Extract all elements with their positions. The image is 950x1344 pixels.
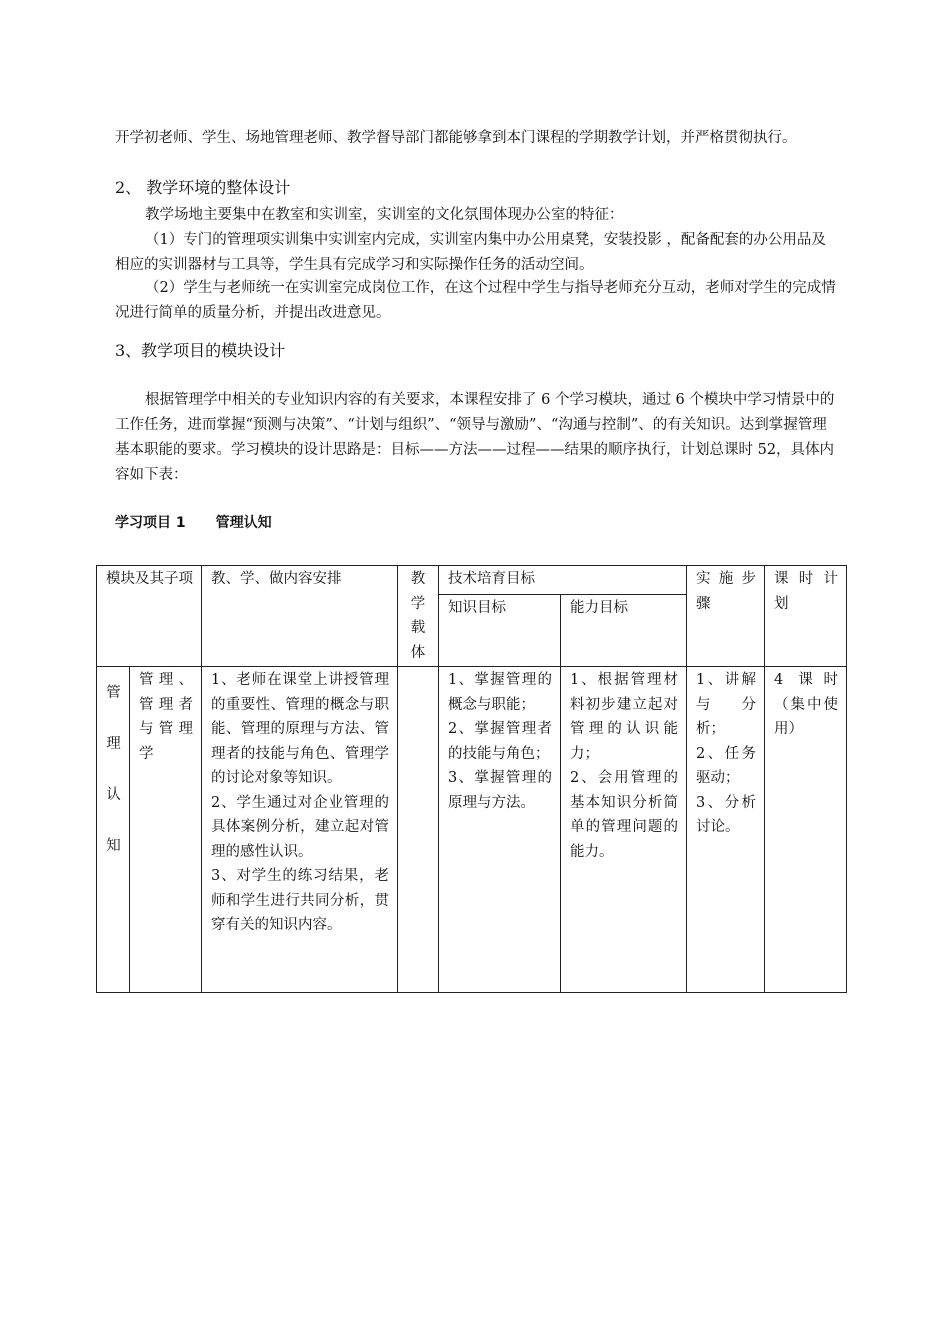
continuation-paragraph: 开学初老师、学生、场地管理老师、教学督导部门都能够拿到本门课程的学期教学计划，并严格贯彻执行。 [115, 130, 797, 146]
project-label: 学习项目 1 [115, 515, 186, 531]
module-name-cell: 管 理 认 知 [97, 667, 130, 993]
module-table [96, 565, 847, 993]
header-objectives: 技术培育目标 [439, 566, 687, 595]
project-name: 管理认知 [215, 515, 272, 531]
section3-body: 根据管理学中相关的专业知识内容的有关要求，本课程安排了 6 个学习模块，通过 6 个模块中学习情景中的工作任务，进而掌握“预测与决策”、“计划与组织”、“领导与激励”、“沟通与控制”、的有关知识。达到掌握管理基本职能的要求。学习模块的设计思路是：目标——方法——过程——结果的顺序执行，计划总课时 52，具体内容如下表： [115, 392, 835, 483]
section3-heading: 3、教学项目的模块设计 [115, 341, 286, 360]
section2-item1: （1）专门的管理项实训集中实训室内完成，实训室内集中办公用桌凳，安装投影 ，配备配套的办公用品及相应的实训器材与工具等，学生具有完成学习和实际操作任务的活动空间。 [115, 232, 826, 273]
header-ability: 能力目标 [561, 594, 687, 666]
header-carrier: 教 学 载 体 [398, 566, 439, 667]
header-module: 模块及其子项 [97, 566, 202, 667]
steps-cell: 1、讲解与 分析； 2、任务驱动； 3、分析讨论。 [687, 667, 765, 993]
section2-intro: 教学场地主要集中在教室和实训室，实训室的文化氛围体现办公室的特征： [145, 207, 624, 223]
section2-heading: 2、 教学环境的整体设计 [115, 178, 291, 197]
section2-item2: （2）学生与老师统一在实训室完成岗位工作，在这个过程中学生与指导老师充分互动，老师对学生的完成情况进行简单的质量分析，并提出改进意见。 [115, 280, 836, 321]
project-title [115, 512, 272, 532]
content-cell: 1、老师在课堂上讲授管理的重要性、管理的概念与职能、管理的原理与方法、管理者的技能与角色、管理学的讨论对象等知识。 2、学生通过对企业管理的具体案例分析，建立起对管理的感性认识。 3、对学生的练习结果，老师和学生进行共同分析，贯穿有关的知识内容。 [202, 667, 398, 993]
submodule-cell: 管理、管理者与管理学 [130, 667, 202, 993]
header-knowledge: 知识目标 [439, 594, 561, 666]
ability-cell: 1、根据管理材料初步建立起对管理的认识能力； 2、会用管理的基本知识分析简单的管理问题的能力。 [561, 667, 687, 993]
carrier-cell [398, 667, 439, 993]
hours-cell: 4 课时（集中使用） [765, 667, 847, 993]
knowledge-cell: 1、掌握管理的概念与职能； 2、掌握管理者的技能与角色； 3、掌握管理的原理与方法。 [439, 667, 561, 993]
header-hours: 课 时 计 划 [765, 566, 847, 667]
header-steps: 实 施 步 骤 [687, 566, 765, 667]
header-content: 教、学、做内容安排 [202, 566, 398, 667]
